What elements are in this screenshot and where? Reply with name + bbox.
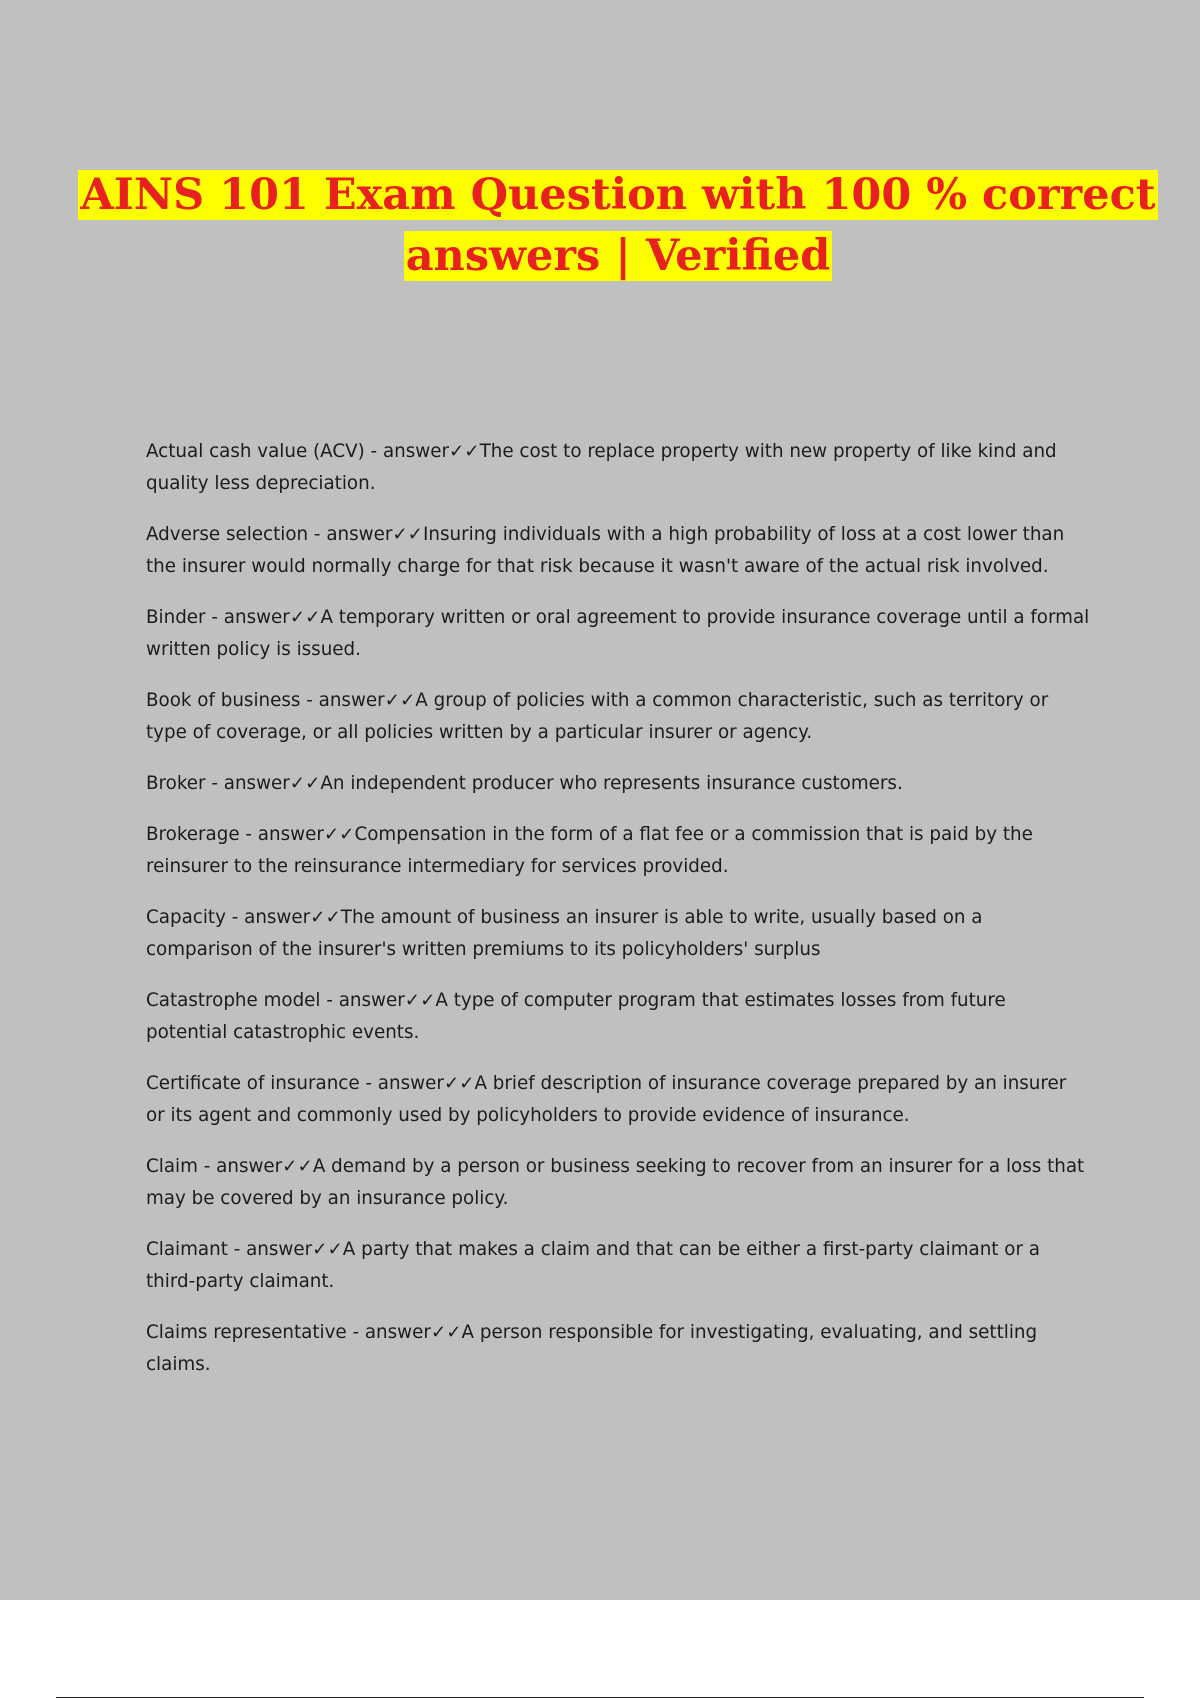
glossary-entry: Claimant - answer✓✓A party that makes a claim and that can be either a first-party claimant or a third-party claimant.	[146, 1239, 1040, 1292]
title-line-2-text: answers | Verified	[405, 231, 831, 281]
glossary-entry: Actual cash value (ACV) - answer✓✓The cost to replace property with new property of like kind and quality less depreciation.	[146, 441, 1057, 494]
glossary-entry: Catastrophe model - answer✓✓A type of computer program that estimates losses from future potential catastrophic events.	[146, 990, 1006, 1043]
glossary-entry: Book of business - answer✓✓A group of policies with a common characteristic, such as territory or type of coverage, or all policies written by a particular insurer or agency.	[146, 690, 1049, 743]
glossary-entry: Adverse selection - answer✓✓Insuring individuals with a high probability of loss at a cost lower than the insurer would normally charge for that risk because it wasn't aware of the actual risk involved.	[146, 524, 1065, 577]
title-line-1-text: AINS 101 Exam Question with 100 % correct	[80, 170, 1156, 220]
glossary-entry: Capacity - answer✓✓The amount of business an insurer is able to write, usually based on a comparison of the insurer's written premiums to its policyholders' surplus	[146, 907, 983, 960]
glossary-entry: Certificate of insurance - answer✓✓A brief description of insurance coverage prepared by an insurer or its agent and commonly used by policyholders to provide evidence of insurance.	[146, 1073, 1067, 1126]
glossary-entry: Claim - answer✓✓A demand by a person or business seeking to recover from an insurer for a loss that may be covered by an insurance policy.	[146, 1156, 1085, 1209]
title-line-1	[60, 165, 1176, 226]
glossary-entry: Claims representative - answer✓✓A person responsible for investigating, evaluating, and settling claims.	[146, 1322, 1038, 1375]
document-title	[60, 165, 1176, 287]
glossary-entry: Binder - answer✓✓A temporary written or oral agreement to provide insurance coverage until a formal written policy is issued.	[146, 607, 1090, 660]
glossary-entries	[146, 436, 1090, 1400]
title-line-2	[60, 226, 1176, 287]
footer-divider	[56, 1697, 1144, 1698]
glossary-entry: Brokerage - answer✓✓Compensation in the form of a flat fee or a commission that is paid by the reinsurer to the reinsurance intermediary for services provided.	[146, 824, 1033, 877]
glossary-entry: Broker - answer✓✓An independent producer who represents insurance customers.	[146, 773, 903, 794]
